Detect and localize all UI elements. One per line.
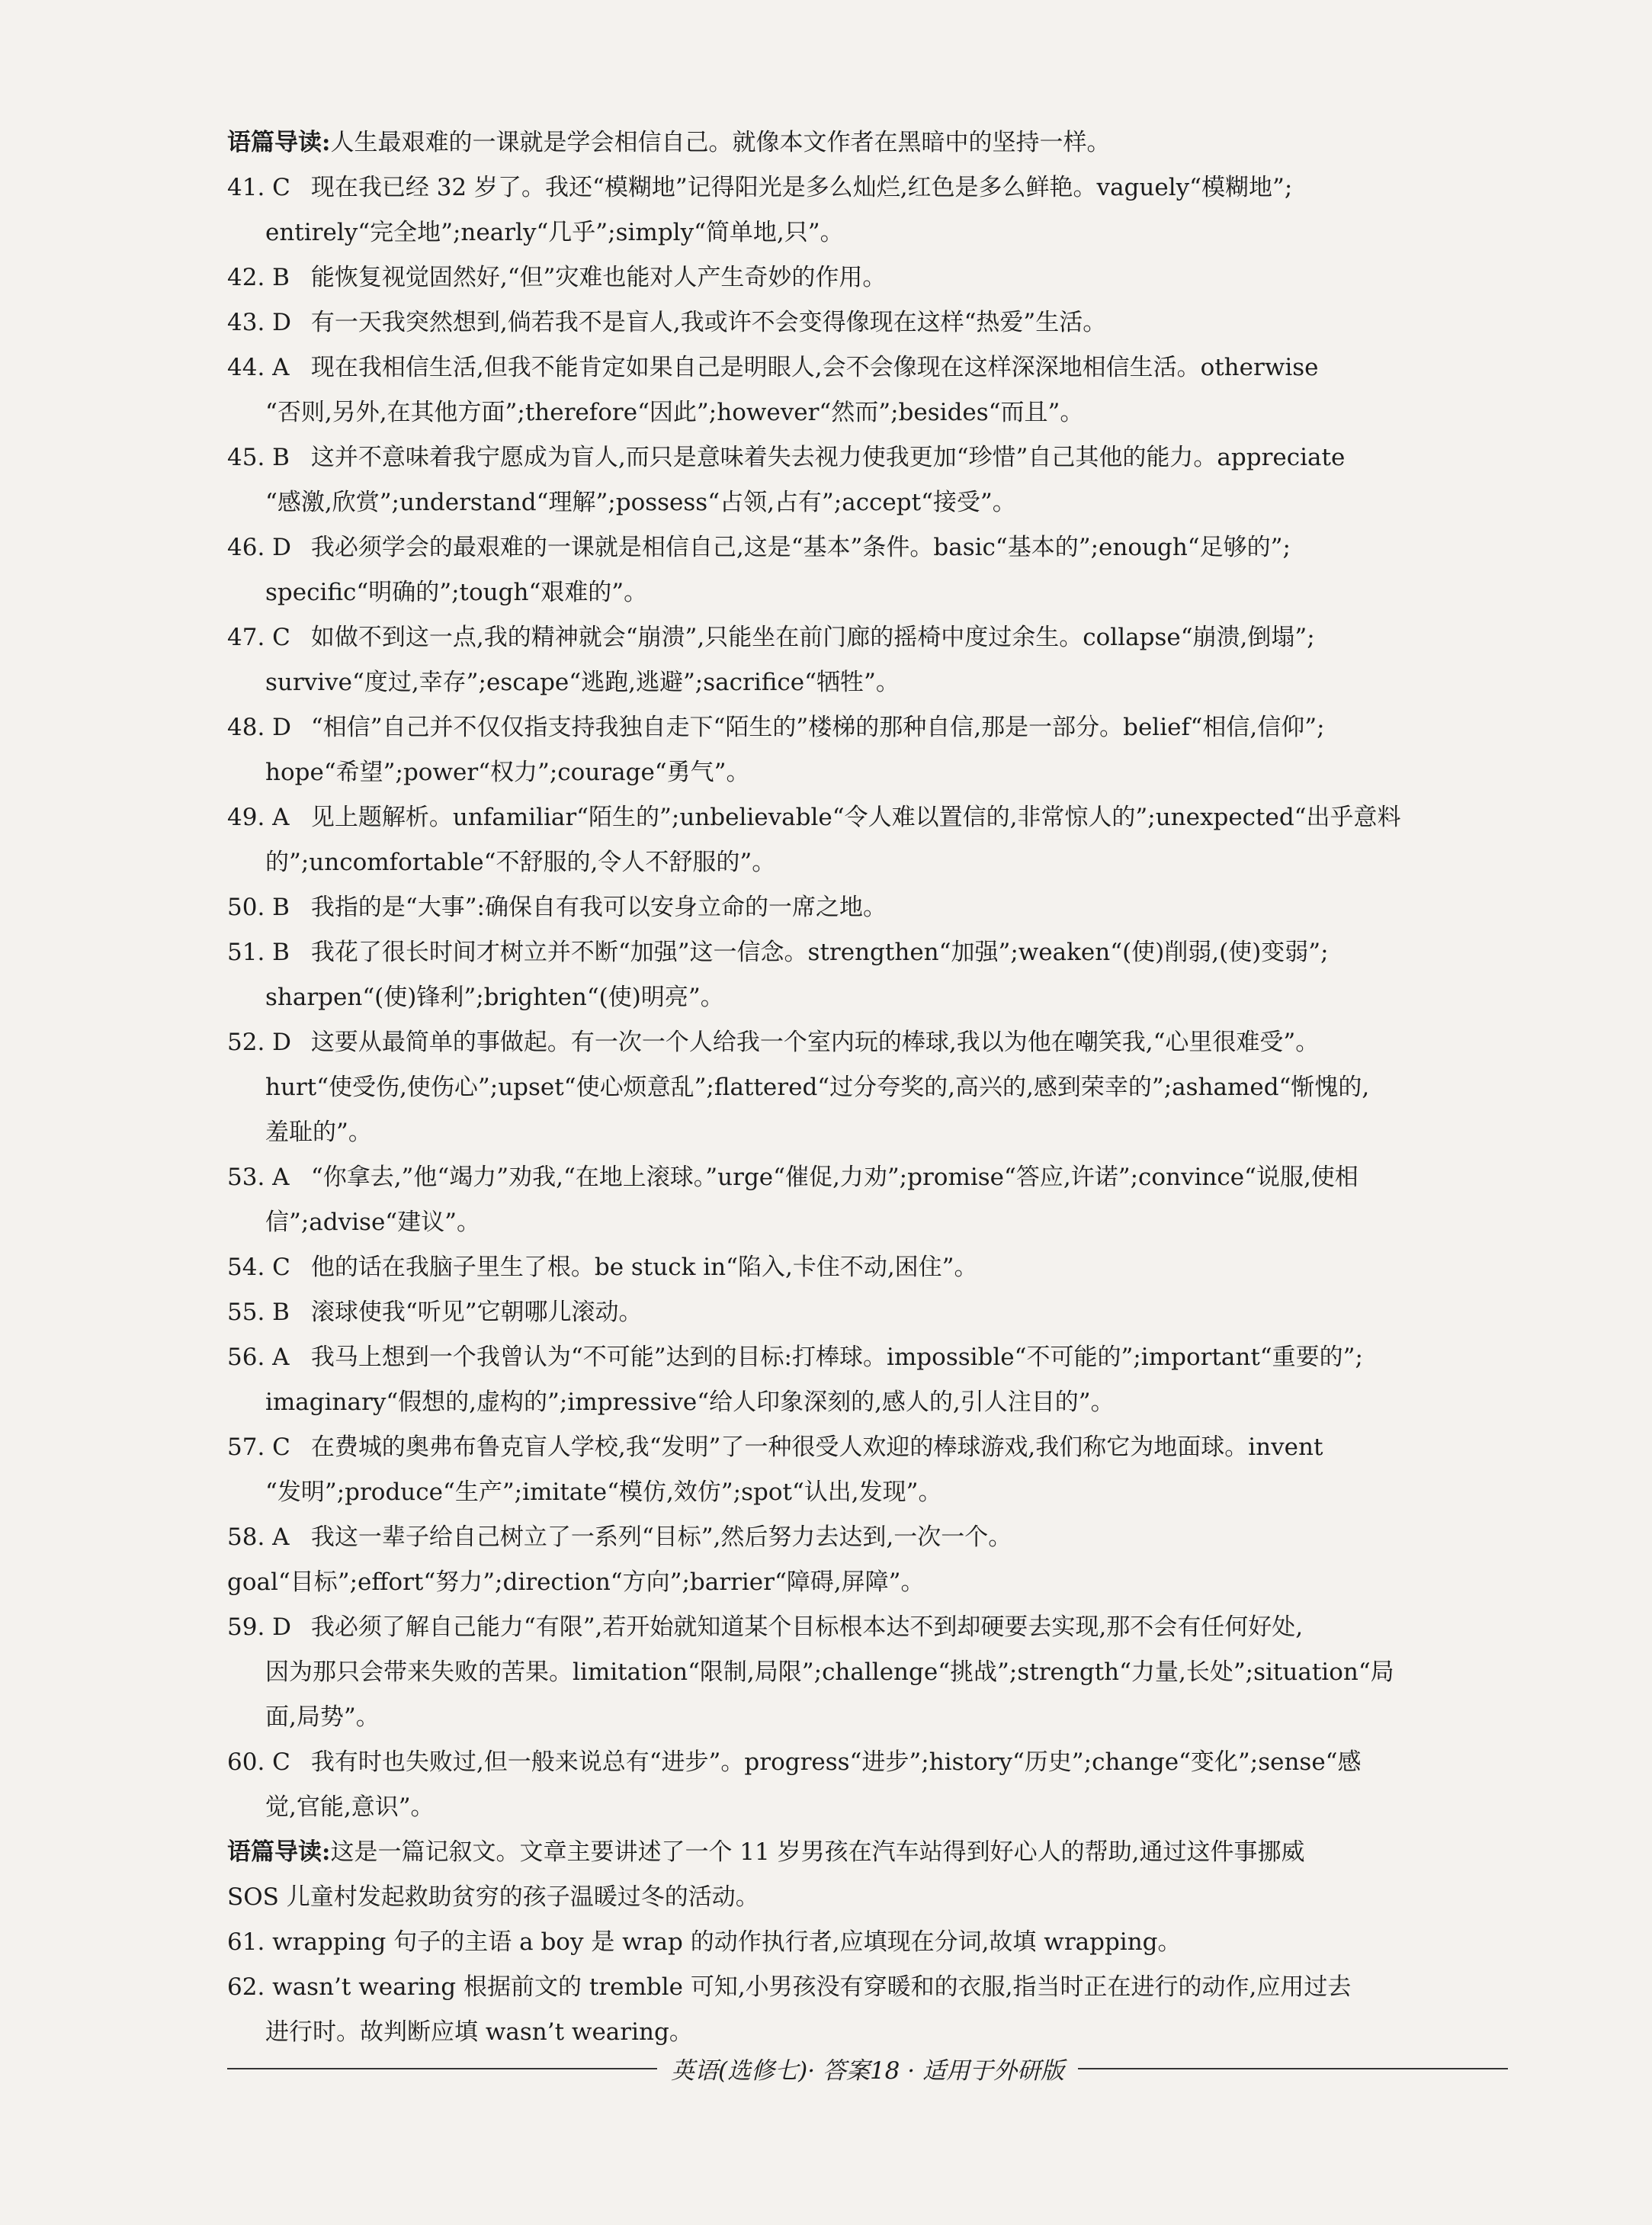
answer-number: 58. A — [227, 1523, 290, 1551]
answer-item — [227, 1155, 1508, 1245]
answer-text-continued: sharpen“(使)锋利”;brighten“(使)明亮”。 — [265, 984, 724, 1011]
answer-text-continued: entirely“完全地”;nearly“几乎”;simply“简单地,只”。 — [265, 219, 844, 246]
guide-text: 这是一篇记叙文。文章主要讲述了一个 11 岁男孩在汽车站得到好心人的帮助,通过这件事挪威 — [330, 1838, 1305, 1866]
answer-item — [227, 300, 1508, 345]
answer-item — [227, 1605, 1508, 1740]
reading-guide-2 — [227, 1830, 1508, 1920]
answer-number: 56. A — [227, 1344, 290, 1371]
footer-rule-right — [1078, 2068, 1508, 2069]
answer-number: 45. B — [227, 444, 290, 471]
reading-guide-1 — [227, 120, 1508, 165]
answer-item — [227, 930, 1508, 1020]
answer-text-continued: “发明”;produce“生产”;imitate“模仿,效仿”;spot“认出,发现”。 — [265, 1479, 942, 1506]
answer-number: 48. D — [227, 714, 292, 741]
guide-label: 语篇导读: — [227, 1838, 331, 1866]
answer-line — [227, 1290, 1508, 1335]
answer-number: 60. C — [227, 1748, 290, 1776]
answer-item — [227, 615, 1508, 705]
answer-item — [227, 1515, 1508, 1605]
answer-line — [227, 615, 1508, 660]
answer-item — [227, 255, 1508, 300]
answer-line — [227, 1245, 1508, 1290]
answer-text-continued: hurt“使受伤,使伤心”;upset“使心烦意乱”;flattered“过分夸奖的,高兴的,感到荣幸的”;ashamed“惭愧的, — [265, 1074, 1370, 1101]
answer-line — [227, 1515, 1508, 1560]
answer-number: 62. wasn’t wearing — [227, 1973, 457, 2001]
answer-text-continued: 信”;advise“建议”。 — [265, 1209, 480, 1236]
guide-label: 语篇导读: — [227, 129, 331, 156]
answer-text: 在费城的奥弗布鲁克盲人学校,我“发明”了一种很受人欢迎的棒球游戏,我们称它为地面球。invent — [310, 1434, 1323, 1461]
answer-text: 现在我相信生活,但我不能肯定如果自己是明眼人,会不会像现在这样深深地相信生活。otherwise — [310, 354, 1319, 381]
answer-text: 见上题解析。unfamiliar“陌生的”;unbelievable“令人难以置信的,非常惊人的”;unexpected“出乎意料 — [310, 804, 1401, 831]
answer-line — [227, 345, 1508, 390]
answer-text-continued: specific“明确的”;tough“艰难的”。 — [265, 579, 648, 606]
answer-text: “相信”自己并不仅仅指支持我独自走下“陌生的”楼梯的那种自信,那是一部分。belief“相信,信仰”; — [310, 714, 1325, 741]
answer-text: 这并不意味着我宁愿成为盲人,而只是意味着失去视力使我更加“珍惜”自己其他的能力。appreciate — [310, 444, 1346, 471]
answer-text: 句子的主语 a boy 是 wrap 的动作执行者,应填现在分词,故填 wrapping。 — [393, 1928, 1182, 1956]
answer-line — [227, 165, 1508, 210]
answer-text: 如做不到这一点,我的精神就会“崩溃”,只能坐在前门廊的摇椅中度过余生。collapse“崩溃,倒塌”; — [310, 624, 1315, 651]
answer-text: 现在我已经 32 岁了。我还“模糊地”记得阳光是多么灿烂,红色是多么鲜艳。vaguely“模糊地”; — [310, 174, 1293, 201]
answer-line — [227, 1020, 1508, 1065]
answer-number: 53. A — [227, 1164, 290, 1191]
answer-text-continued: goal“目标”;effort“努力”;direction“方向”;barrier“障碍,屏障”。 — [227, 1568, 925, 1596]
answer-text: 我指的是“大事”:确保自有我可以安身立命的一席之地。 — [310, 894, 887, 921]
answer-text: 我必须学会的最艰难的一课就是相信自己,这是“基本”条件。basic“基本的”;enough“足够的”; — [310, 534, 1291, 561]
answer-number: 52. D — [227, 1029, 292, 1056]
answer-text: 我这一辈子给自己树立了一系列“目标”,然后努力去达到,一次一个。 — [310, 1523, 1012, 1551]
answer-number: 54. C — [227, 1254, 290, 1281]
answer-text-continued: imaginary“假想的,虚构的”;impressive“给人印象深刻的,感人的,引人注目的”。 — [265, 1389, 1115, 1416]
answer-text: 有一天我突然想到,倘若我不是盲人,我或许不会变得像现在这样“热爱”生活。 — [310, 309, 1107, 336]
answer-item — [227, 345, 1508, 435]
answer-text: 根据前文的 tremble 可知,小男孩没有穿暖和的衣服,指当时正在进行的动作,应用过去 — [463, 1973, 1352, 2001]
guide-text: 人生最艰难的一课就是学会相信自己。就像本文作者在黑暗中的坚持一样。 — [330, 129, 1111, 156]
answer-number: 49. A — [227, 804, 290, 831]
answer-text-continued: survive“度过,幸存”;escape“逃跑,逃避”;sacrifice“牺牲”。 — [265, 669, 900, 696]
answer-text: 我必须了解自己能力“有限”,若开始就知道某个目标根本达不到却硬要去实现,那不会有任何好处, — [310, 1613, 1304, 1641]
answer-item — [227, 1965, 1508, 2055]
answer-text-continued: 进行时。故判断应填 wasn’t wearing。 — [265, 2018, 693, 2046]
answer-item — [227, 435, 1508, 525]
answer-text: 他的话在我脑子里生了根。be stuck in“陷入,卡住不动,困住”。 — [310, 1254, 978, 1281]
answer-number: 50. B — [227, 894, 290, 921]
answer-number: 47. C — [227, 624, 290, 651]
answer-number: 51. B — [227, 939, 290, 966]
answer-text: “你拿去,”他“竭力”劝我,“在地上滚球。”urge“催促,力劝”;promise“答应,许诺”;convince“说服,使相 — [310, 1164, 1358, 1191]
answer-line — [227, 930, 1508, 975]
answer-text: 能恢复视觉固然好,“但”灾难也能对人产生奇妙的作用。 — [310, 264, 887, 291]
answer-number: 57. C — [227, 1434, 290, 1461]
answer-text-continued: 觉,官能,意识”。 — [265, 1793, 435, 1821]
answer-line — [227, 255, 1508, 300]
answer-text-continued: 的”;uncomfortable“不舒服的,令人不舒服的”。 — [265, 849, 776, 876]
answer-text: 我花了很长时间才树立并不断“加强”这一信念。strengthen“加强”;weaken“(使)削弱,(使)变弱”; — [310, 939, 1329, 966]
answer-line — [227, 705, 1508, 750]
answer-content — [227, 120, 1508, 2055]
answer-line — [227, 435, 1508, 480]
answer-number: 61. wrapping — [227, 1928, 387, 1956]
answer-text-continued: “否则,另外,在其他方面”;therefore“因此”;however“然而”;besides“而且”。 — [265, 399, 1084, 426]
answer-number: 41. C — [227, 174, 290, 201]
answer-number: 55. B — [227, 1299, 290, 1326]
answer-line — [227, 525, 1508, 570]
answer-line — [227, 1335, 1508, 1380]
answer-item — [227, 885, 1508, 930]
answer-line — [227, 1425, 1508, 1470]
answer-item — [227, 525, 1508, 615]
answer-text-continued: 面,局势”。 — [265, 1703, 380, 1731]
answer-number: 42. B — [227, 264, 290, 291]
answer-list-41-60 — [227, 165, 1508, 1830]
answer-line — [227, 885, 1508, 930]
answer-text: 我马上想到一个我曾认为“不可能”达到的目标:打棒球。impossible“不可能的”;important“重要的”; — [310, 1344, 1363, 1371]
answer-text-continued: hope“希望”;power“权力”;courage“勇气”。 — [265, 759, 750, 786]
answer-number: 59. D — [227, 1613, 292, 1641]
answer-item — [227, 1335, 1508, 1425]
answer-item — [227, 1920, 1508, 1965]
answer-line — [227, 1605, 1508, 1650]
answer-line — [227, 1740, 1508, 1785]
answer-item — [227, 1020, 1508, 1155]
answer-line — [227, 300, 1508, 345]
page-footer — [227, 2051, 1508, 2085]
answer-text-continued: 因为那只会带来失败的苦果。limitation“限制,局限”;challenge“挑战”;strength“力量,长处”;situation“局 — [265, 1658, 1394, 1686]
answer-text: 滚球使我“听见”它朝哪儿滚动。 — [310, 1299, 643, 1326]
footer-text: 英语(选修七)· 答案18 · 适用于外研版 — [671, 2057, 1064, 2085]
answer-item — [227, 1245, 1508, 1290]
answer-item — [227, 1290, 1508, 1335]
answer-text-continued: 羞耻的”。 — [265, 1119, 372, 1146]
answer-line — [227, 795, 1508, 840]
footer-rule-left — [227, 2068, 657, 2069]
answer-line — [227, 1965, 1508, 2010]
answer-text-continued: “感激,欣赏”;understand“理解”;possess“占领,占有”;accept“接受”。 — [265, 489, 1016, 516]
answer-line — [227, 1155, 1508, 1200]
answer-number: 44. A — [227, 354, 290, 381]
answer-line — [227, 1920, 1508, 1965]
answer-item — [227, 1740, 1508, 1830]
answer-text: 我有时也失败过,但一般来说总有“进步”。progress“进步”;history“历史”;change“变化”;sense“感 — [310, 1748, 1362, 1776]
answer-item — [227, 795, 1508, 885]
answer-text: 这要从最简单的事做起。有一次一个人给我一个室内玩的棒球,我以为他在嘲笑我,“心里很难受”。 — [310, 1029, 1320, 1056]
answer-number: 43. D — [227, 309, 292, 336]
answer-item — [227, 1425, 1508, 1515]
answer-number: 46. D — [227, 534, 292, 561]
guide-text-continued: SOS 儿童村发起救助贫穷的孩子温暖过冬的活动。 — [227, 1883, 759, 1911]
answer-item — [227, 165, 1508, 255]
answer-list-61-62 — [227, 1920, 1508, 2055]
answer-item — [227, 705, 1508, 795]
